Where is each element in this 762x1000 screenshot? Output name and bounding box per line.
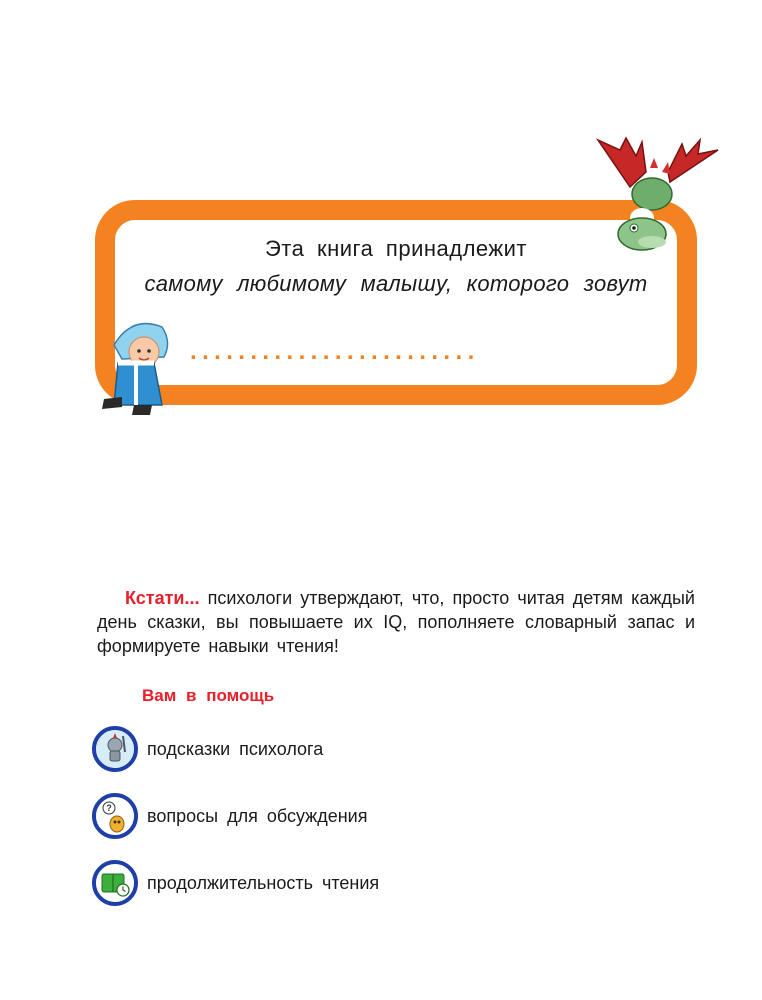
- owner-subtitle: самому любимому малышу, которого зовут: [144, 271, 648, 296]
- name-fill-line[interactable]: ........................: [190, 338, 480, 365]
- fact-paragraph: [97, 586, 695, 658]
- owner-title: Эта книга принадлежит: [264, 236, 527, 261]
- help-title: Вам в помощь: [142, 686, 275, 705]
- fact-lead: Кстати...: [125, 588, 200, 608]
- svg-text:?: ?: [106, 803, 112, 813]
- boy-illustration: [92, 297, 184, 422]
- question-owl-icon: [92, 793, 138, 839]
- dragon-illustration: [590, 132, 722, 252]
- legend-label: вопросы для обсуждения: [147, 806, 368, 826]
- book-clock-icon: [92, 860, 138, 906]
- fact-text: психологи утверждают, что, просто читая детям каждый день сказки, вы повышаете их IQ, пополняете словарный запас и формируете навыки чтения!: [97, 588, 695, 656]
- knight-icon: [92, 726, 138, 772]
- legend-label: подсказки психолога: [147, 739, 324, 759]
- legend-label: продолжительность чтения: [147, 873, 380, 893]
